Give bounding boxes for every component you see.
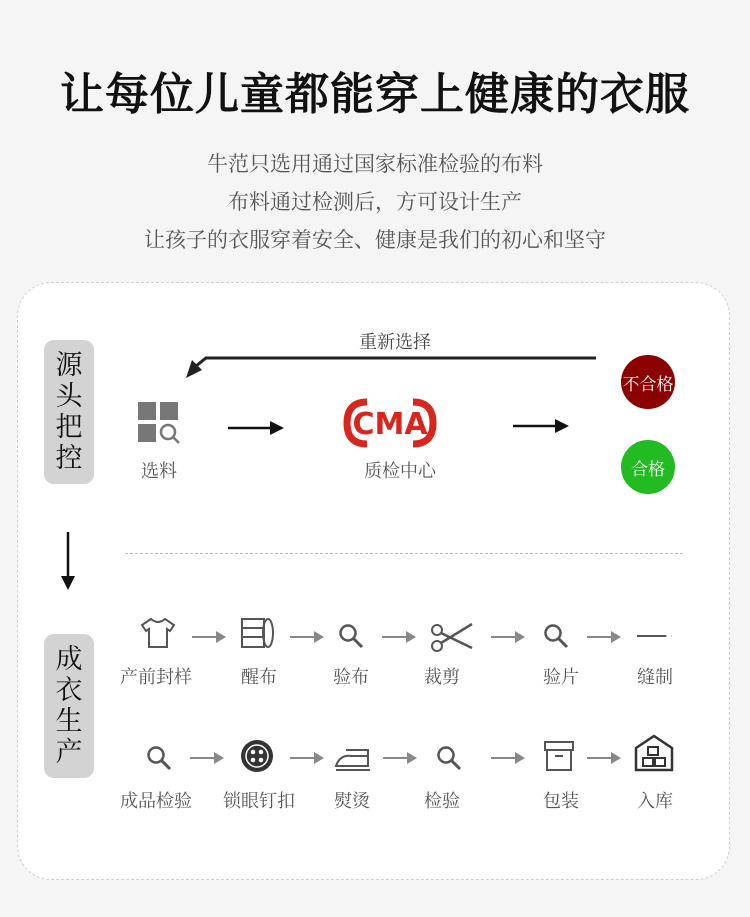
step-label: 裁剪 <box>424 667 460 688</box>
fabric-roll-icon <box>240 616 276 650</box>
step-label: 醒布 <box>241 667 277 688</box>
cma-logo-icon <box>343 398 437 448</box>
arrow-right-icon <box>290 751 324 765</box>
magnifier-icon <box>436 745 462 771</box>
step-label: 熨烫 <box>334 791 370 812</box>
page-title: 让每位儿童都能穿上健康的衣服 <box>60 69 690 120</box>
arrow-right-icon <box>383 751 417 765</box>
pass-badge: 合格 <box>621 440 675 494</box>
step-label: 成品检验 <box>120 791 192 812</box>
inspection-center-label: 质检中心 <box>364 461 436 482</box>
fail-badge: 不合格 <box>621 355 675 409</box>
section-char: 生 <box>55 706 83 737</box>
arrow-right-icon <box>228 418 284 438</box>
arrow-right-icon <box>491 630 525 644</box>
section-char: 控 <box>55 443 83 474</box>
section-char: 源 <box>55 350 83 381</box>
grid-search-icon <box>137 401 181 445</box>
step-label: 缝制 <box>637 667 673 688</box>
reselect-label: 重新选择 <box>359 332 431 353</box>
button-icon <box>240 739 274 773</box>
reselect-arrow <box>178 348 603 382</box>
subtitle-line-3: 让孩子的衣服穿着安全、健康是我们的初心和坚守 <box>144 228 606 252</box>
section-label-source-control <box>44 340 94 484</box>
svg-text:CMA: CMA <box>352 407 428 442</box>
magnifier-icon <box>338 623 364 649</box>
arrow-right-icon <box>290 630 324 644</box>
needle-icon <box>636 630 674 642</box>
section-divider <box>125 553 683 554</box>
tshirt-icon <box>140 617 176 649</box>
step-label: 产前封样 <box>120 667 192 688</box>
arrow-right-icon <box>491 751 525 765</box>
magnifier-icon <box>146 745 172 771</box>
scissors-icon <box>430 620 474 654</box>
arrow-right-icon <box>190 751 224 765</box>
box-icon <box>544 740 574 772</box>
warehouse-icon <box>634 734 674 772</box>
step-label: 检验 <box>424 791 460 812</box>
iron-icon <box>334 744 374 772</box>
step-label: 入库 <box>637 791 673 812</box>
step-label: 验片 <box>543 667 579 688</box>
arrow-right-icon <box>513 416 569 436</box>
step-label: 包装 <box>543 791 579 812</box>
subtitle-line-1: 牛范只选用通过国家标准检验的布料 <box>207 152 543 176</box>
arrow-right-icon <box>192 630 226 644</box>
select-material-label: 选料 <box>141 461 177 482</box>
step-label: 锁眼钉扣 <box>223 791 295 812</box>
arrow-right-icon <box>382 630 416 644</box>
section-char: 成 <box>55 644 83 675</box>
arrow-right-icon <box>587 630 621 644</box>
step-label: 验布 <box>333 667 369 688</box>
section-char: 头 <box>55 381 83 412</box>
magnifier-icon <box>543 623 569 649</box>
subtitle-line-2: 布料通过检测后，方可设计生产 <box>228 190 522 214</box>
arrow-right-icon <box>587 751 621 765</box>
section-char: 产 <box>55 737 83 768</box>
section-char: 衣 <box>55 675 83 706</box>
section-label-production <box>44 634 94 778</box>
section-char: 把 <box>55 412 83 443</box>
arrow-down-icon <box>58 532 78 590</box>
